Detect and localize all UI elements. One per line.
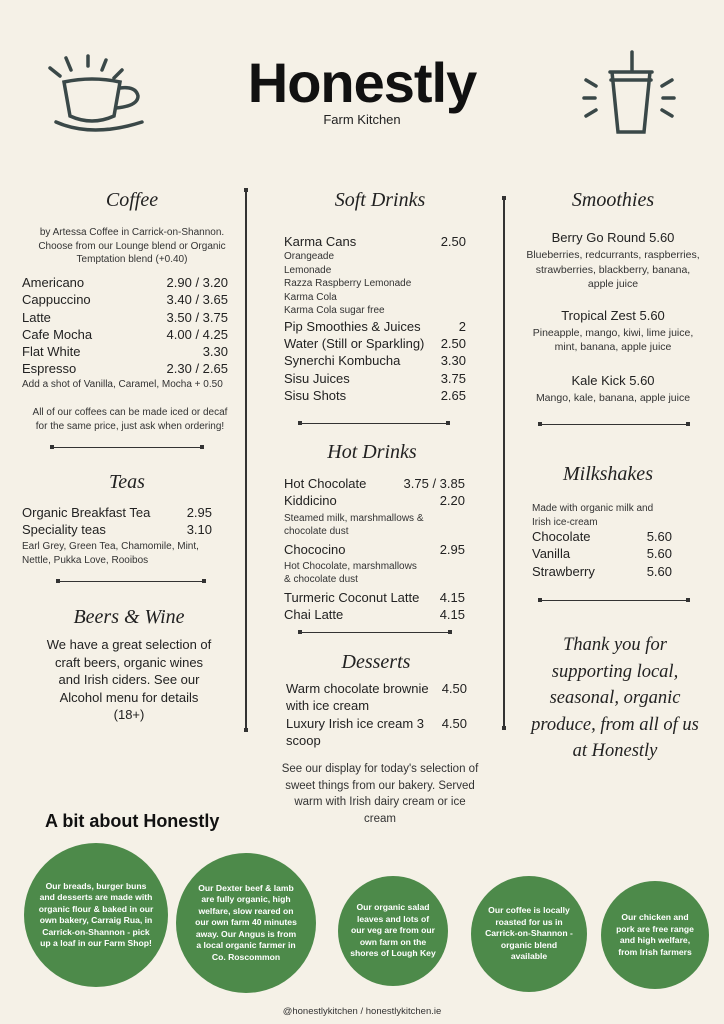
menu-item: Sisu Juices 3.75: [284, 370, 466, 386]
about-circle-bakery: Our breads, burger buns and desserts are made with organic flour & baked in our own bakery, Carraig Rua, in Carrick-on-Shannon - pick up a loaf in our Farm Shop!: [24, 843, 168, 987]
flavour-item: Orangeade: [284, 251, 335, 263]
soft-list: [284, 233, 466, 404]
brand-title: Honestly: [247, 51, 477, 114]
menu-item: Water (Still or Sparkling) 2.50: [284, 336, 466, 352]
soft-title: Soft Drinks: [334, 189, 426, 211]
menu-item: Cafe Mocha 4.00 / 4.25: [22, 326, 228, 342]
teas-varieties: Earl Grey, Green Tea, Chamomile, Mint, Nettle, Pukka Love, Rooibos: [22, 541, 199, 566]
brand-header: [0, 51, 724, 127]
milkshakes-title: Milkshakes: [563, 463, 653, 485]
item-description: Steamed milk, marshmallows & chocolate dust: [284, 512, 424, 538]
coffee-title: Coffee: [105, 189, 159, 211]
column-divider-right: [503, 198, 505, 728]
menu-item: Chai Latte 4.15: [284, 607, 465, 623]
brand-subtitle: Farm Kitchen: [323, 112, 401, 127]
coffee-divider: [52, 447, 202, 448]
smoothie-name: Tropical Zest 5.60: [561, 307, 665, 323]
menu-item: Chocolate 5.60: [532, 529, 672, 544]
about-title: A bit about Honestly: [45, 811, 220, 831]
smoothie-desc: Mango, kale, banana, apple juice: [535, 391, 691, 404]
hot-list: [284, 475, 465, 623]
teas-list: [22, 504, 212, 539]
menu-item: Hot Chocolate 3.75 / 3.85: [284, 476, 465, 491]
menu-item: Karma Cans 2.50: [284, 234, 466, 249]
column-divider-left: [245, 190, 247, 730]
menu-item: Synerchi Kombucha 3.30: [284, 353, 466, 369]
beers-title: Beers & Wine: [73, 606, 185, 628]
menu-item: Pip Smoothies & Juices 2: [284, 318, 466, 334]
menu-item: Organic Breakfast Tea 2.95: [22, 505, 212, 520]
menu-item: Turmeric Coconut Latte 4.15: [284, 589, 465, 605]
coffee-intro: by Artessa Coffee in Carrick-on-Shannon. Choose from our Lounge blend or Organic Temptation blend (+0.40): [38, 227, 226, 265]
menu-item: Americano 2.90 / 3.20: [22, 275, 228, 290]
menu-item: Cappuccino 3.40 / 3.65: [22, 292, 228, 308]
desserts-list: [286, 680, 467, 749]
milkshakes-list: [532, 528, 672, 580]
footer-social: @honestlykitchen / honestlykitchen.ie: [282, 1006, 442, 1017]
menu-item: Chococino 2.95: [284, 541, 465, 557]
desserts-note: See our display for today's selection of sweet things from our bakery. Served warm with Irish dairy cream or ice cream: [281, 763, 479, 825]
teas-divider: [58, 581, 204, 582]
about-circle-coffee: Our coffee is locally roasted for us in Carrick-on-Shannon - organic blend available: [471, 876, 587, 992]
flavour-item: Razza Raspberry Lemonade: [284, 278, 412, 290]
smoothie-desc: Blueberries, redcurrants, raspberries, strawberries, blackberry, banana, apple juice: [526, 249, 700, 290]
smoothie-name: Berry Go Round 5.60: [551, 230, 675, 245]
hot-title: Hot Drinks: [327, 441, 417, 463]
thank-you-message: Thank you for supporting local, seasonal, organic produce, from all of us at Honestly: [531, 635, 699, 761]
menu-item: Vanilla 5.60: [532, 546, 672, 562]
menu-item: Luxury Irish ice cream 3 scoop 4.50: [286, 715, 467, 748]
milkshakes-intro: Made with organic milk and Irish ice-cream: [532, 503, 654, 528]
flavour-item: Lemonade: [284, 264, 332, 276]
coffee-addon: Add a shot of Vanilla, Caramel, Mocha + 0.50: [22, 379, 223, 390]
flavour-item: Karma Cola: [284, 291, 337, 303]
coffee-list: [22, 274, 228, 378]
teas-title: Teas: [109, 471, 145, 493]
about-circle-meat: Our chicken and pork are free range and high welfare, from Irish farmers: [601, 881, 709, 989]
smoothies-list: [526, 230, 700, 405]
about-circle-veg: Our organic salad leaves and lots of our veg are from our own farm on the shores of Lough Key: [338, 876, 448, 986]
menu-item: Strawberry 5.60: [532, 563, 672, 579]
menu-item: Kiddicino 2.20: [284, 493, 465, 509]
smoothies-divider: [540, 424, 688, 425]
desserts-title: Desserts: [341, 651, 411, 673]
menu-item: Espresso 2.30 / 2.65: [22, 361, 228, 377]
menu-item: Warm chocolate brownie with ice cream 4.50: [286, 681, 467, 714]
soft-divider: [300, 423, 448, 424]
coffee-note: All of our coffees can be made iced or decaf for the same price, just ask when ordering!: [32, 407, 228, 432]
milkshakes-divider: [540, 600, 688, 601]
hot-divider: [300, 632, 450, 633]
about-circle-beef: Our Dexter beef & lamb are fully organic, high welfare, slow reared on our own farm 40 minutes away. Our Angus is from a local organic farmer in Co. Roscommon: [176, 853, 316, 993]
smoothies-title: Smoothies: [571, 189, 655, 211]
menu-item: Latte 3.50 / 3.75: [22, 309, 228, 325]
menu-item: Speciality teas 3.10: [22, 522, 212, 538]
menu-item: Sisu Shots 2.65: [284, 387, 466, 403]
smoothie-name: Kale Kick 5.60: [571, 372, 655, 388]
item-description: Hot Chocolate, marshmallows & chocolate dust: [284, 560, 417, 586]
beers-text: We have a great selection of craft beers, organic wines and Irish ciders. See our Alcohol menu for details (18+): [46, 637, 212, 722]
smoothie-desc: Pineapple, mango, kiwi, lime juice, mint, banana, apple juice: [532, 326, 694, 353]
menu-item: Flat White 3.30: [22, 344, 228, 360]
flavour-item: Karma Cola sugar free: [284, 305, 385, 317]
